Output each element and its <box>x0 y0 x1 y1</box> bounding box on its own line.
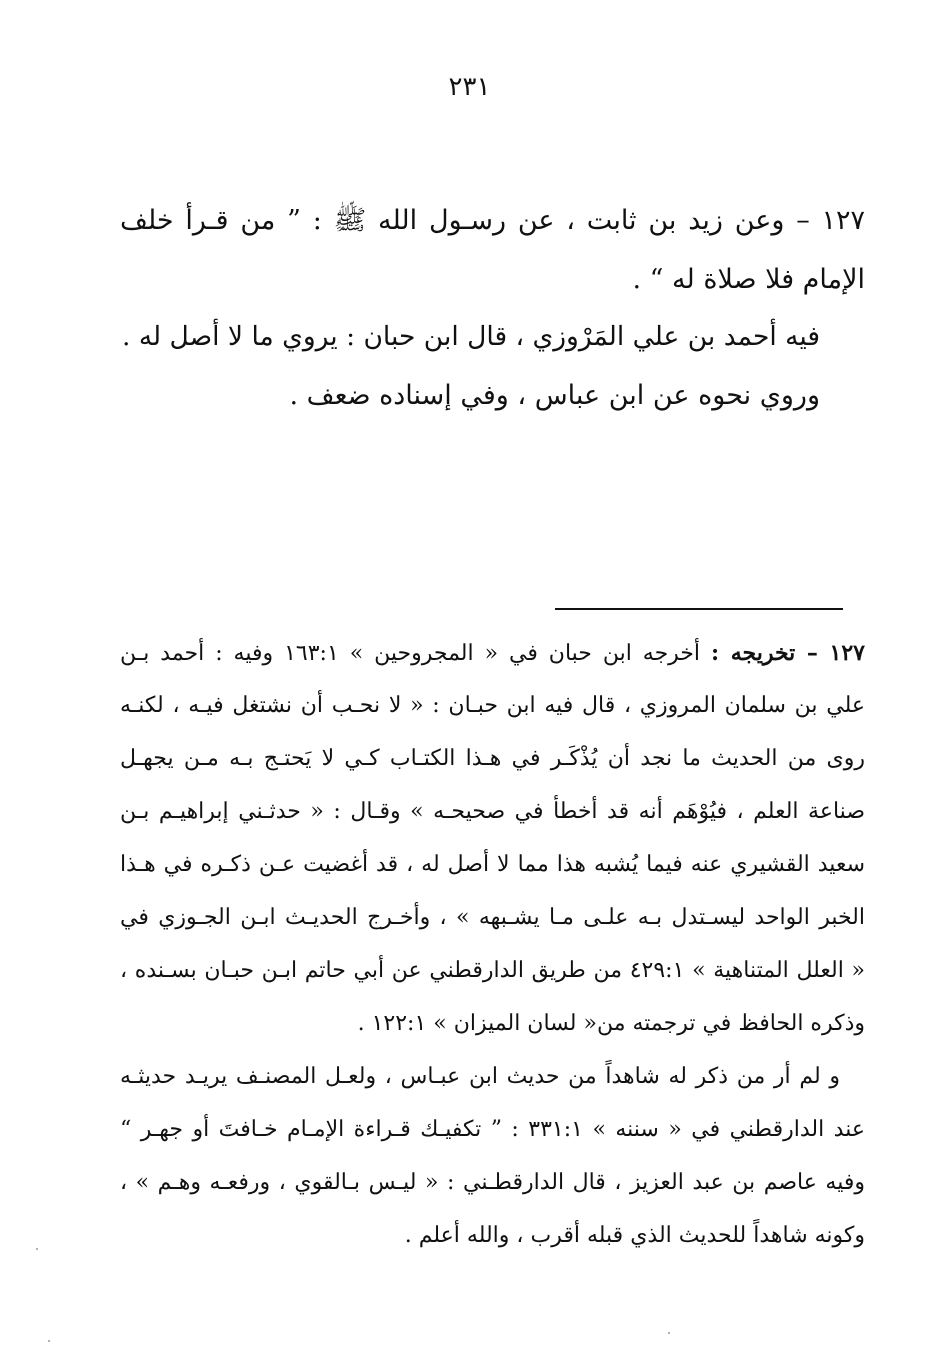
footnote-line: « العلل المتناهية » ٤٢٩:١ من طريق الدارقطني عن أبي حاتم ابـن حبـان بسـنده ، <box>120 958 865 983</box>
main-text <box>120 192 865 424</box>
footnote-line: و لم أر من ذكر له شاهداً من حديث ابن عبـاس ، ولعـل المصنـف يريـد حديثـه <box>120 1064 840 1089</box>
hadith-line-1: ١٢٧ – وعن زيد بن ثابت ، عن رسـول الله ﷺ : ” من قـرأ خلف <box>120 205 866 236</box>
footnote-line: وفيه عاصم بن عبد العزيز ، قال الدارقطـني : « ليـس بـالقوي ، ورفعـه وهـم » ، <box>120 1170 865 1195</box>
footnote-line: وكونه شاهداً للحديث الذي قبله أقرب ، والله أعلم . <box>404 1222 865 1248</box>
page-number: ٢٣١ <box>448 72 491 102</box>
scan-speck <box>668 1332 670 1334</box>
scan-speck <box>48 1340 50 1342</box>
footnote-line: الخبر الواحد ليسـتدل بـه علـى مـا يشـبهه » ، وأخـرج الحديـث ابـن الجـوزي في <box>120 905 865 930</box>
footnote-line: سعيد القشيري عنه فيما يُشبه هذا مما لا أصل له ، قد أغضيت عـن ذكـره في هـذا <box>120 852 865 877</box>
footnote-label: ١٢٧ – تخريجه : <box>710 640 865 666</box>
footnote-line <box>120 626 865 679</box>
footnote-line: علي بن سلمان المروزي ، قال فيه ابن حبـان : « لا نحـب أن نشتغل فيـه ، لكنـه <box>120 693 865 718</box>
footnote-line: وذكره الحافظ في ترجمته من« لسان الميزان » ١٢٢:١ . <box>357 1010 865 1036</box>
commentary-line-2: وروي نحوه عن ابن عباس ، وفي إسناده ضعف . <box>289 379 820 411</box>
footnote-line: روى من الحديث ما نجد أن يُذْكَـر في هـذا الكتـاب كـي لا يَحتـج بـه مـن يجهـل <box>120 746 865 771</box>
footnote-separator <box>555 608 843 610</box>
hadith-line-2: الإمام فلا صلاة له “ . <box>632 263 865 295</box>
footnotes <box>120 626 865 1262</box>
scan-speck <box>36 1248 38 1250</box>
footnote-line: صناعة العلم ، فيُوْهَم أنه قد أخطأ في صحيحـه » وقـال : « حدثـني إبراهيـم بـن <box>120 799 865 824</box>
footnote-line-1-text: أخرجه ابن حبان في « المجروحين » ١٦٣:١ وفيه : أحمد بـن <box>120 641 701 666</box>
commentary-line-1: فيه أحمد بن علي المَرْوزي ، قال ابن حبان : يروي ما لا أصل له . <box>122 320 820 352</box>
footnote-line: عند الدارقطني في « سننه » ٣٣١:١ : ” تكفيـك قـراءة الإمـام خـافتَ أو جهـر “ <box>120 1117 865 1142</box>
